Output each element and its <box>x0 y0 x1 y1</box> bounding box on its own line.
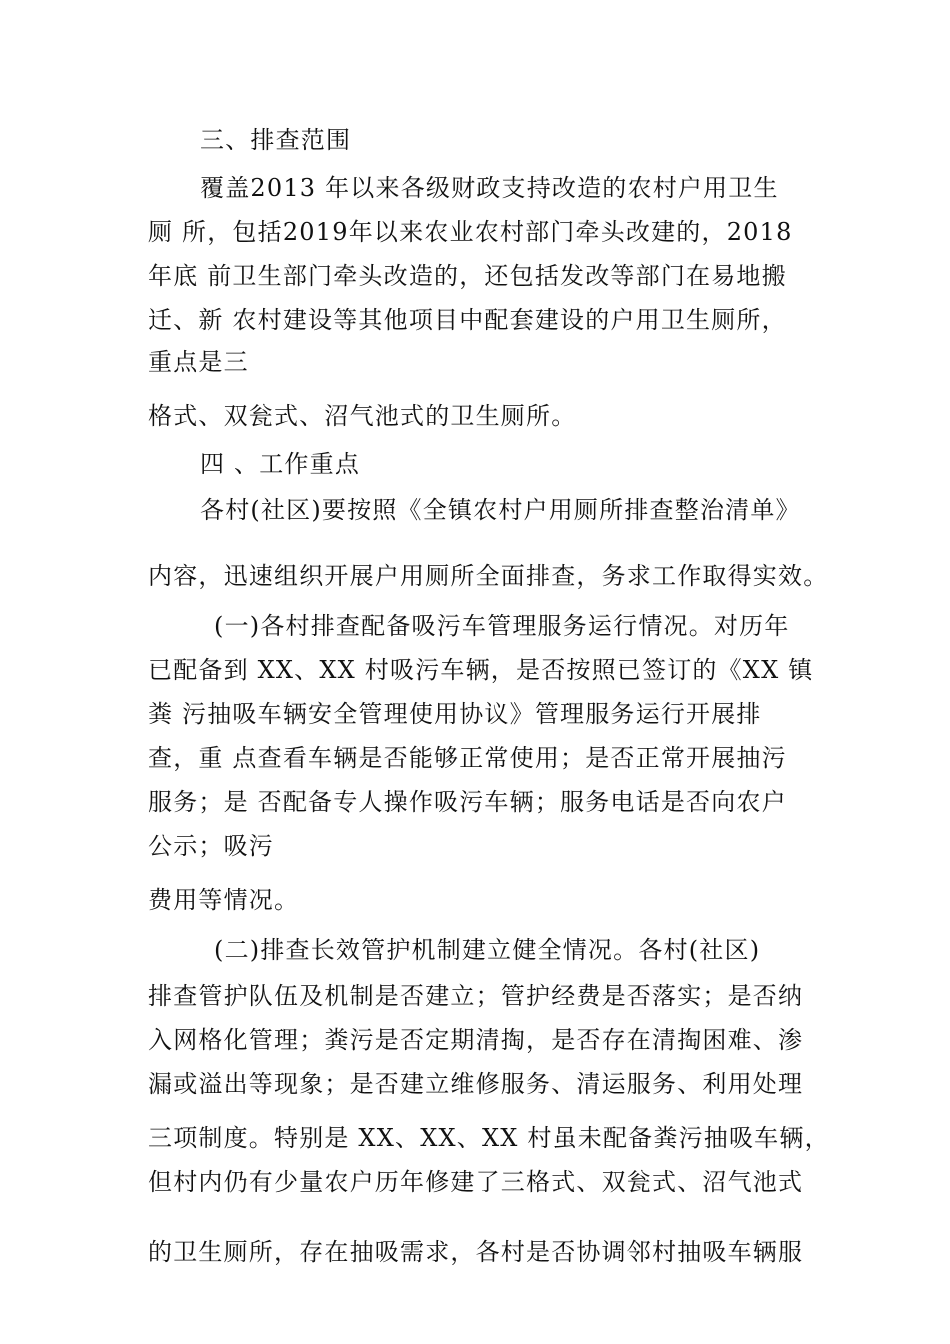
paragraph-line: 年底 前卫生部门牵头改造的，还包括发改等部门在易地搬 <box>148 262 787 290</box>
paragraph-line: 服务；是 否配备专人操作吸污车辆；服务电话是否向农户 <box>148 788 787 816</box>
item-heading-line: (一)各村排查配备吸污车管理服务运行情况。对历年 <box>214 612 790 640</box>
paragraph-line: 排查管护队伍及机制是否建立；管护经费是否落实；是否纳 <box>148 982 804 1010</box>
item-heading-line: (二)排查长效管护机制建立健全情况。各村(社区) <box>214 936 761 964</box>
paragraph-line: 内容，迅速组织开展户用厕所全面排查，务求工作取得实效。 <box>148 562 829 590</box>
paragraph-line: 覆盖2013 年以来各级财政支持改造的农村户用卫生 <box>200 174 779 202</box>
paragraph-line: 费用等情况。 <box>148 886 300 914</box>
paragraph-line: 粪 污抽吸车辆安全管理使用协议》管理服务运行开展排 <box>148 700 762 728</box>
paragraph-line: 迁、新 农村建设等其他项目中配套建设的户用卫生厕所， <box>148 306 787 334</box>
paragraph-line: 已配备到 XX、XX 村吸污车辆，是否按照已签订的《XX 镇 <box>148 656 814 684</box>
section-heading-scope: 三、排查范围 <box>200 126 352 154</box>
paragraph-line: 格式、双瓮式、沼气池式的卫生厕所。 <box>148 402 577 430</box>
paragraph-line: 三项制度。特别是 XX、XX、XX 村虽未配备粪污抽吸车辆， <box>148 1124 830 1152</box>
paragraph-line: 但村内仍有少量农户历年修建了三格式、双瓮式、沼气池式 <box>148 1168 804 1196</box>
paragraph-line: 重点是三 <box>148 348 249 376</box>
section-heading-focus: 四 、工作重点 <box>200 450 361 478</box>
paragraph-line: 各村(社区)要按照《全镇农村户用厕所排查整治清单》 <box>200 496 801 524</box>
paragraph-line: 的卫生厕所，存在抽吸需求，各村是否协调邻村抽吸车辆服 <box>148 1238 804 1266</box>
paragraph-line: 入网格化管理；粪污是否定期清掏，是否存在清掏困难、渗 <box>148 1026 804 1054</box>
paragraph-line: 厕 所，包括2019年以来农业农村部门牵头改建的，2018 <box>148 218 793 246</box>
paragraph-line: 漏或溢出等现象；是否建立维修服务、清运服务、利用处理 <box>148 1070 804 1098</box>
paragraph-line: 公示；吸污 <box>148 832 274 860</box>
paragraph-line: 查，重 点查看车辆是否能够正常使用；是否正常开展抽污 <box>148 744 787 772</box>
